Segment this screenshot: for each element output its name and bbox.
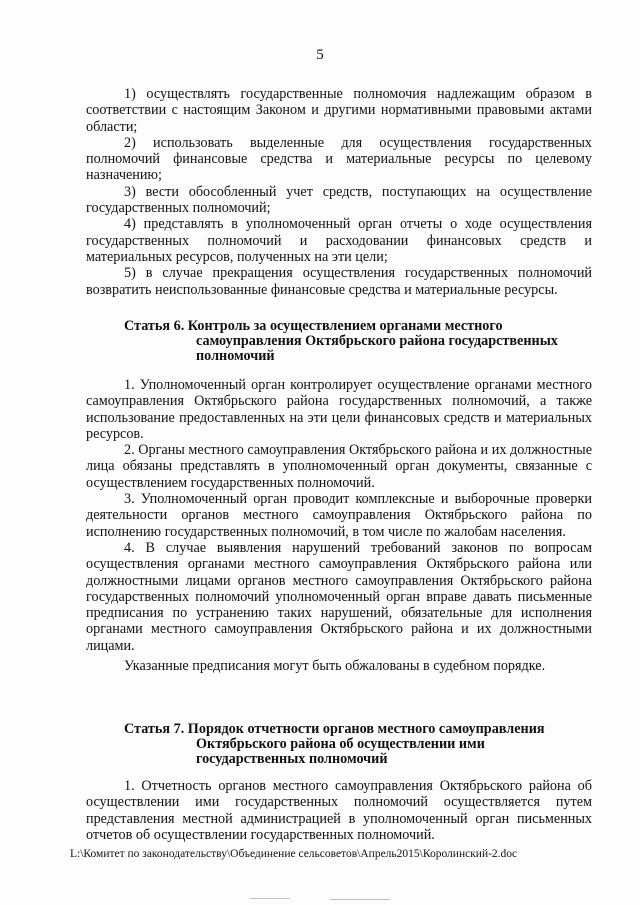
article-6-paragraph-5: Указанные предписания могут быть обжалованы в судебном порядке.: [124, 658, 546, 675]
article-7-body: [86, 778, 592, 843]
page-number: 5: [316, 47, 324, 63]
article-6-body: [86, 377, 592, 674]
article-7-title-rest: Октябрьского района об осуществлении ими государственных полномочий: [196, 736, 485, 767]
list-item-1: 1) осуществлять государственные полномочия надлежащим образом в соответствии с настоящим Законом и другими нормативными правовыми актами области;: [86, 86, 592, 135]
article-7-paragraph-1: 1. Отчетность органов местного самоуправления Октябрьского района об осуществлении ими государственных полномочий осуществляется путем представления местной администрацией в уполномоченный орган письменных отчетов об осуществлении государственных полномочий.: [86, 778, 592, 843]
article-6-title-line1: Статья 6. Контроль за осуществлением органами местного: [124, 318, 503, 334]
article-6-paragraph-1: 1. Уполномоченный орган контролирует осуществление органами местного самоуправления Октябрьского района государственных полномочий, а также использование предоставленных на эти цели финансовых средств и материальных ресурсов.: [86, 377, 592, 442]
file-path-footer: L:\Комитет по законодательству\Объединение сельсоветов\Апрель2015\Королинский-2.doc: [70, 848, 518, 860]
list-item-5: 5) в случае прекращения осуществления государственных полномочий возвратить неиспользованные финансовые средства и материальные ресурсы.: [86, 265, 592, 298]
list-item-4: 4) представлять в уполномоченный орган отчеты о ходе осуществления государственных полномочий и расходовании финансовых средств и материальных ресурсов, полученных на эти цели;: [86, 216, 592, 265]
obligations-list: [86, 86, 592, 298]
article-6-heading: [86, 319, 592, 364]
list-item-3: 3) вести обособленный учет средств, поступающих на осуществление государственных полномочий;: [86, 183, 592, 217]
scan-artifact: [250, 898, 290, 899]
article-6-paragraph-3: 3. Уполномоченный орган проводит комплексные и выборочные проверки деятельности органов местного самоуправления Октябрьского района по исполнению государственных полномочий, в том числе по жалобам населения.: [86, 491, 592, 540]
list-item-2: 2) использовать выделенные для осуществления государственных полномочий финансовые средства и материальные ресурсы по целевому назначению;: [86, 134, 592, 184]
article-7-heading: [86, 722, 592, 767]
article-6-paragraph-4: 4. В случае выявления нарушений требований законов по вопросам осуществления органами местного самоуправления Октябрьского района или должностными лицами органов местного самоуправления Октябрьского района государственных полномочий уполномоченный орган вправе давать письменные предписания по устранению таких нарушений, обязательные для исполнения органами местного самоуправления Октябрьского района и их должностными лицами.: [86, 539, 592, 654]
article-6-paragraph-2: 2. Органы местного самоуправления Октябрьского района и их должностные лица обязаны представлять в уполномоченный орган документы, связанные с осуществлением государственных полномочий.: [86, 442, 592, 491]
article-6-title-rest: самоуправления Октябрьского района государственных полномочий: [196, 333, 558, 364]
article-7-title-line1: Статья 7. Порядок отчетности органов местного самоуправления: [124, 721, 545, 737]
scan-artifact: [330, 899, 390, 900]
